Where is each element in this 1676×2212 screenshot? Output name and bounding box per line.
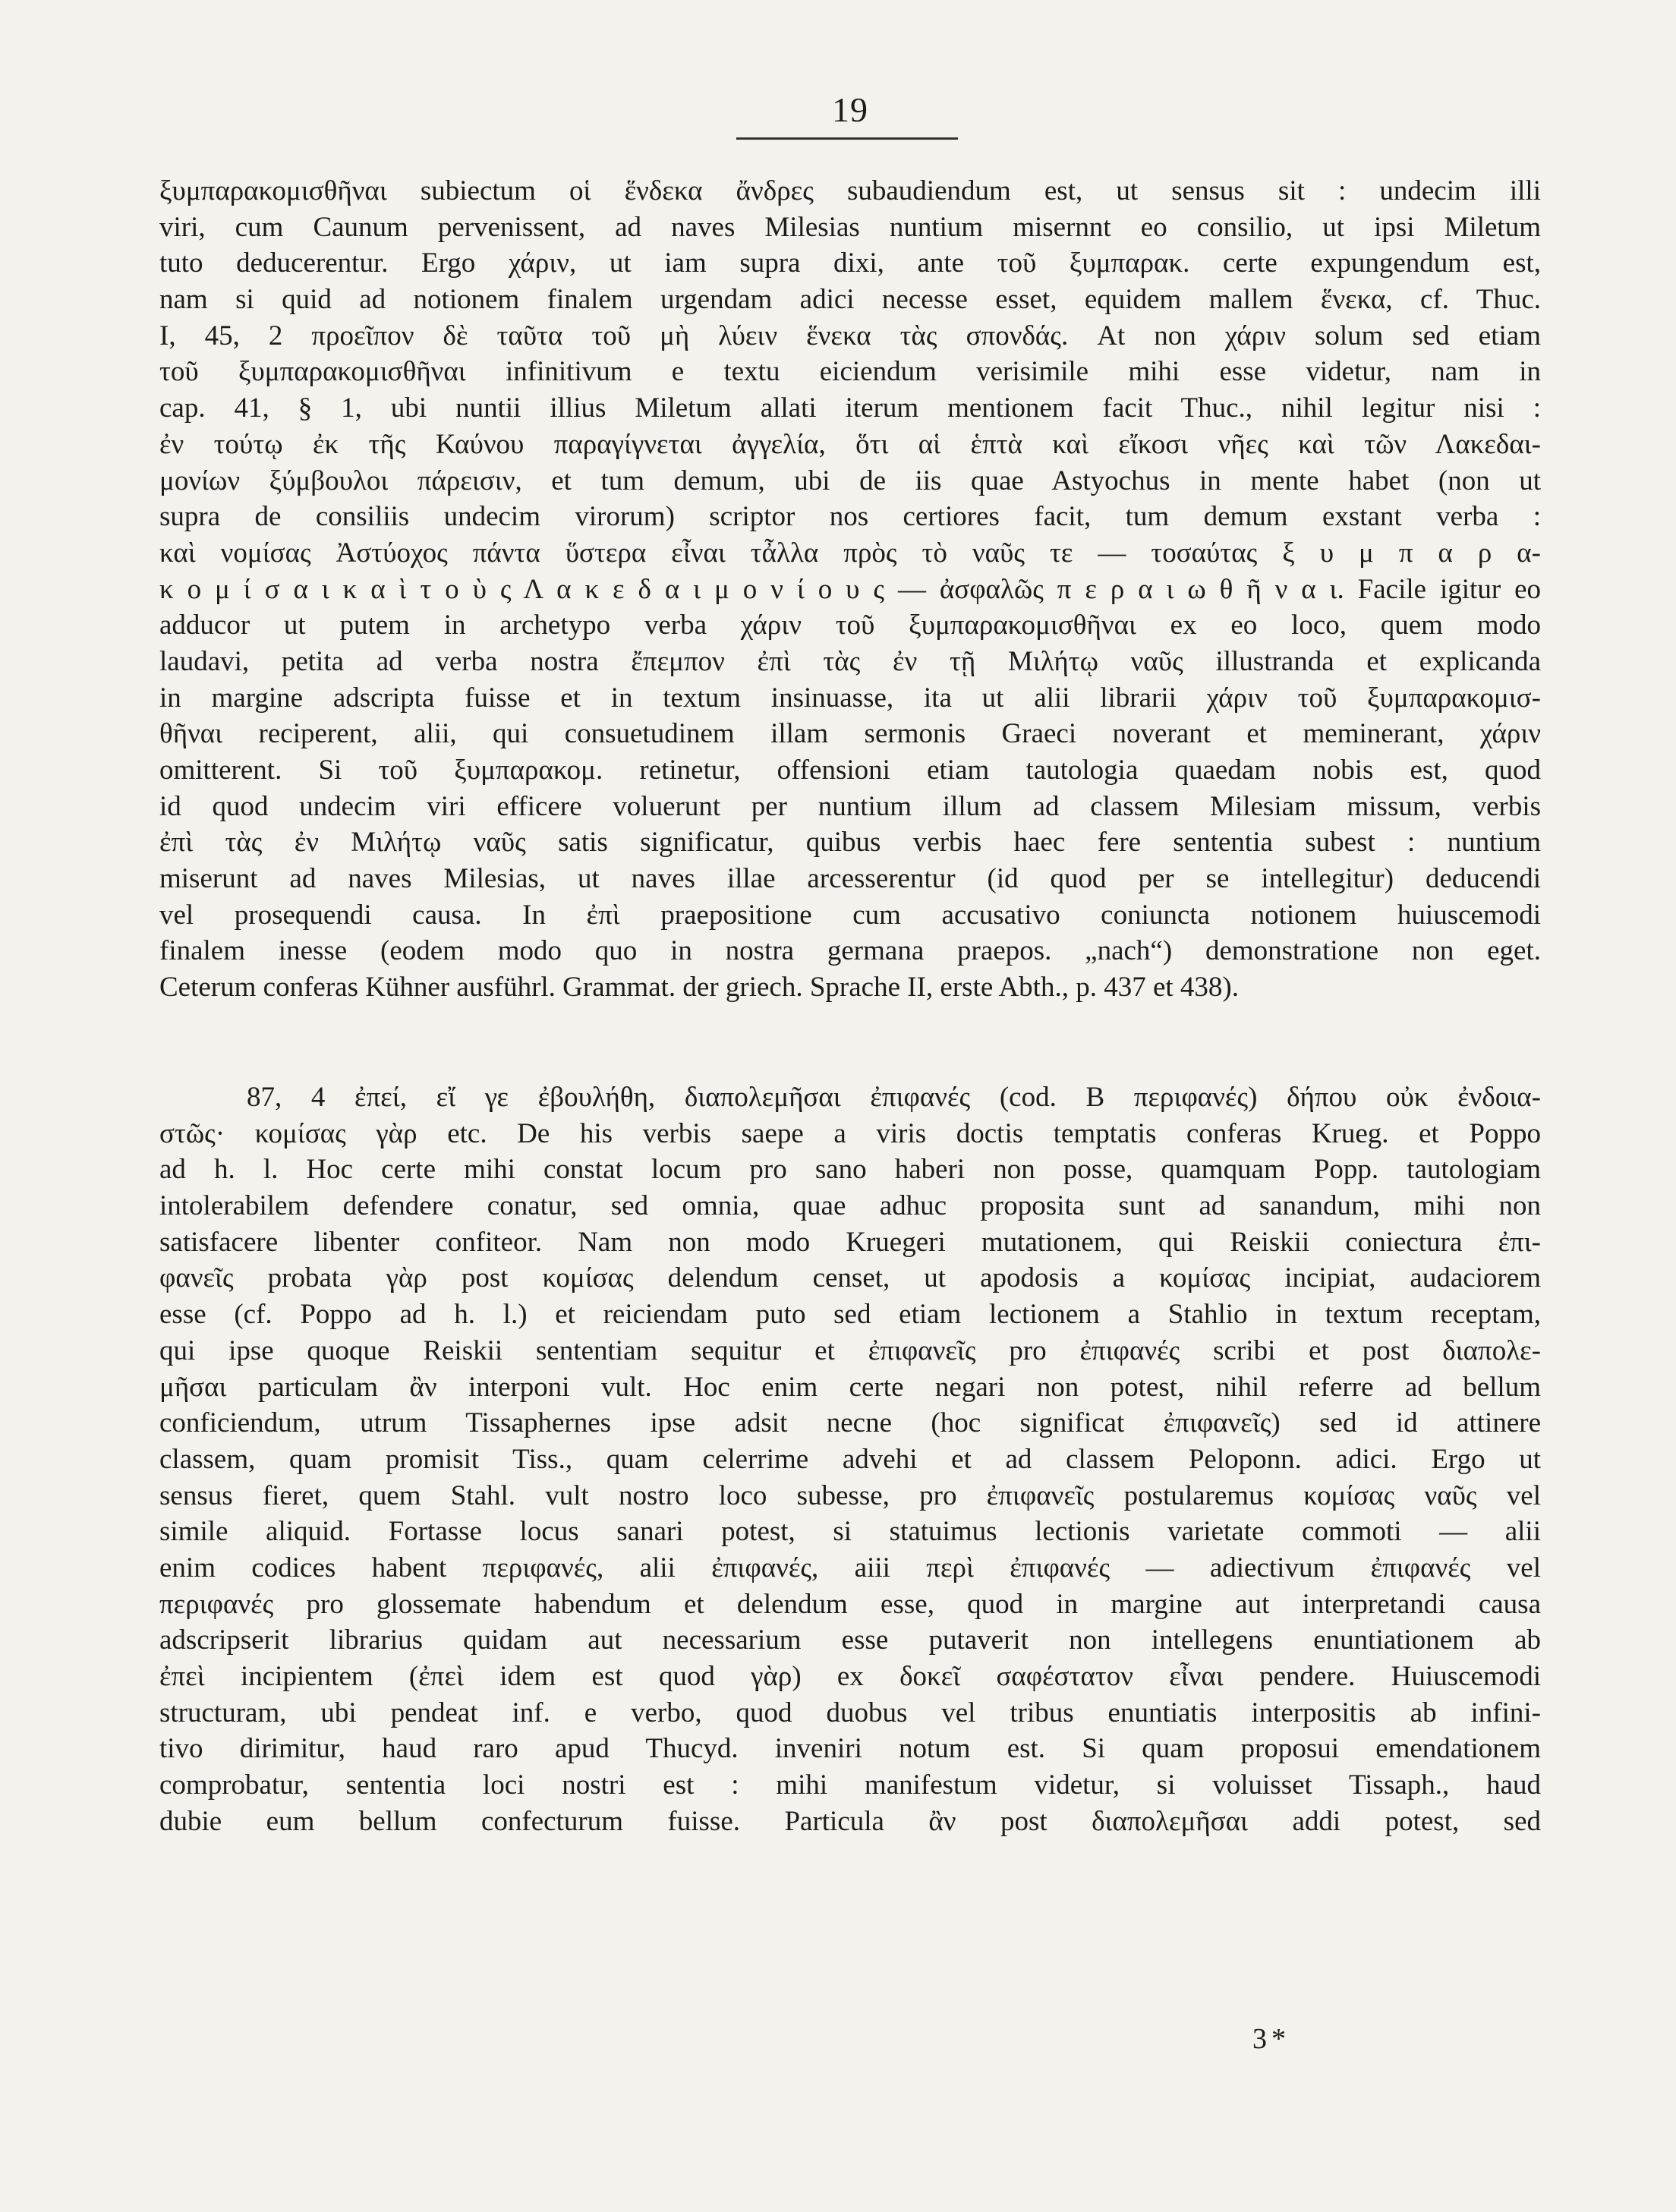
text-line: I, 45, 2 προεῖπον δὲ ταῦτα τοῦ μὴ λύειν ἕνεκα τὰς σπονδάς. At non χάριν solum sed etiam <box>159 320 1541 351</box>
text-line: miserunt ad naves Milesias, ut naves illae arcesserentur (id quod per se intellegitur) deducendi <box>159 863 1541 895</box>
text-line: esse (cf. Poppo ad h. l.) et reiciendam puto sed etiam lectionem a Stahlio in textum receptam, <box>159 1299 1541 1331</box>
text-line: στῶς· κομίσας γὰρ etc. De his verbis saepe a viris doctis temptatis conferas Krueg. et Poppo <box>159 1117 1541 1149</box>
text-line: cap. 41, § 1, ubi nuntii illius Miletum allati iterum mentionem facit Thuc., nihil legitur nisi : <box>159 392 1541 424</box>
text-line: Ceterum conferas Kühner ausführl. Grammat. der griech. Sprache II, erste Abth., p. 437 et 438). <box>159 972 1239 1004</box>
text-line: qui ipse quoque Reiskii sententiam sequitur et ἐπιφανεῖς pro ἐπιφανές scribi et post διαπολε- <box>159 1334 1541 1366</box>
text-line: intolerabilem defendere conatur, sed omnia, quae adhuc proposita sunt ad sanandum, mihi non <box>159 1190 1541 1222</box>
text-line: conficiendum, utrum Tissaphernes ipse adsit necne (hoc significat ἐπιφανεῖς) sed id attinere <box>159 1407 1541 1439</box>
text-line: περιφανές pro glossemate habendum et delendum esse, quod in margine aut interpretandi causa <box>159 1588 1541 1620</box>
text-line: vel prosequendi causa. In ἐπὶ praepositione cum accusativo coniuncta notionem huiuscemodi <box>159 899 1541 931</box>
paragraph-1 <box>159 173 1541 1006</box>
text-line: sensus fieret, quem Stahl. vult nostro loco subesse, pro ἐπιφανεῖς postularemus κομίσας ναῦς vel <box>159 1479 1541 1511</box>
text-line: ἐπὶ τὰς ἐν Μιλήτῳ ναῦς satis significatur, quibus verbis haec fere sententia subest : nuntium <box>159 827 1541 859</box>
text-line: structuram, ubi pendeat inf. e verbo, quod duobus vel tribus enuntiatis interpositis ab infini- <box>159 1697 1541 1728</box>
text-line: καὶ νομίσας Ἀστύοχος πάντα ὕστερα εἶναι τἆλλα πρὸς τὸ ναῦς τε — τοσαύτας ξ υ μ π α ρ α- <box>159 537 1541 569</box>
text-line: satisfacere libenter confiteor. Nam non modo Kruegeri mutationem, qui Reiskii coniectura ἐπι- <box>159 1226 1541 1258</box>
text-line: κ ο μ ί σ α ι κ α ὶ τ ο ὺ ς Λ α κ ε δ α ι μ ο ν ί ο υ ς — ἀσφαλῶς π ε ρ α ι ω θ ῆ ν α ι. Facile igitur eo <box>159 573 1541 605</box>
text-line: in margine adscripta fuisse et in textum insinuasse, ita ut alii librarii χάριν τοῦ ξυμπαρακομισ- <box>159 682 1541 714</box>
text-line: id quod undecim viri efficere voluerunt per nuntium illum ad classem Milesiam missum, verbis <box>159 790 1541 822</box>
signature-mark: 3* <box>1252 2023 1290 2055</box>
text-line: simile aliquid. Fortasse locus sanari potest, si statuimus lectionis varietate commoti — alii <box>159 1516 1541 1548</box>
text-line: φανεῖς probata γὰρ post κομίσας delendum censet, ut apodosis a κομίσας incipiat, audaciorem <box>159 1262 1541 1294</box>
text-line: omitterent. Si τοῦ ξυμπαρακομ. retinetur, offensioni etiam tautologia quaedam nobis est, quod <box>159 755 1541 786</box>
page-number: 19 <box>832 90 868 129</box>
text-line: classem, quam promisit Tiss., quam celerrime advehi et ad classem Peloponn. adici. Ergo ut <box>159 1443 1541 1475</box>
text-line: ἐπεὶ incipientem (ἐπεὶ idem est quod γὰρ) ex δοκεῖ σαφέστατον εἶναι pendere. Huiuscemodi <box>159 1661 1541 1692</box>
text-line: μονίων ξύμβουλοι πάρεισιν, et tum demum, ubi de iis quae Astyochus in mente habet (non ut <box>159 465 1541 496</box>
text-line: viri, cum Caunum pervenissent, ad naves Milesias nuntium misernnt eo consilio, ut ipsi Miletum <box>159 211 1541 243</box>
header-rule <box>736 137 958 140</box>
text-line: 87, 4 ἐπεί, εἴ γε ἐβουλήθη, διαπολεμῆσαι ἐπιφανές (cod. B περιφανές) δήπου οὐκ ἐνδοια- <box>247 1082 1541 1113</box>
text-line: tivo dirimitur, haud raro apud Thucyd. inveniri notum est. Si quam proposui emendationem <box>159 1733 1541 1765</box>
text-line: supra de consiliis undecim virorum) scriptor nos certiores facit, tum demum exstant verba : <box>159 501 1541 533</box>
text-line: enim codices habent περιφανές, alii ἐπιφανές, aiii περὶ ἐπιφανές — adiectivum ἐπιφανές vel <box>159 1552 1541 1583</box>
text-line: adscripserit librarius quidam aut necessarium esse putaverit non intellegens enuntiationem ab <box>159 1624 1541 1656</box>
text-line: dubie eum bellum confecturum fuisse. Particula ἂν post διαπολεμῆσαι addi potest, sed <box>159 1805 1541 1837</box>
text-line: μῆσαι particulam ἂν interponi vult. Hoc enim certe negari non potest, nihil referre ad bellum <box>159 1371 1541 1403</box>
text-line: τοῦ ξυμπαρακομισθῆναι infinitivum e textu eiciendum verisimile mihi esse videtur, nam in <box>159 356 1541 388</box>
text-line: ξυμπαρακομισθῆναι subiectum οἱ ἕνδεκα ἄνδρες subaudiendum est, ut sensus sit : undecim illi <box>159 175 1541 206</box>
text-line: θῆναι reciperent, alii, qui consuetudinem illam sermonis Graeci noverant et meminerant, χάριν <box>159 718 1541 750</box>
text-line: adducor ut putem in archetypo verba χάριν τοῦ ξυμπαρακομισθῆναι ex eo loco, quem modo <box>159 610 1541 641</box>
text-line: finalem inesse (eodem modo quo in nostra germana praepos. „nach“) demonstratione non eget. <box>159 935 1541 967</box>
text-line: ad h. l. Hoc certe mihi constat locum pro sano haberi non posse, quamquam Popp. tautologiam <box>159 1154 1541 1186</box>
text-line: comprobatur, sententia loci nostri est : mihi manifestum videtur, si voluisset Tissaph., haud <box>159 1769 1541 1801</box>
text-line: laudavi, petita ad verba nostra ἔπεμπον ἐπὶ τὰς ἐν τῇ Μιλήτῳ ναῦς illustranda et explicanda <box>159 645 1541 677</box>
text-line: ἐν τούτῳ ἐκ τῆς Καύνου παραγίγνεται ἀγγελία, ὅτι αἱ ἑπτὰ καὶ εἴκοσι νῆες καὶ τῶν Λακεδαι- <box>159 428 1541 460</box>
text-line: nam si quid ad notionem finalem urgendam adici necesse esset, equidem mallem ἕνεκα, cf. Thuc. <box>159 284 1541 316</box>
paragraph-2 <box>159 1079 1541 1839</box>
text-line: tuto deducerentur. Ergo χάριν, ut iam supra dixi, ante τοῦ ξυμπαρακ. certe expungendum est, <box>159 247 1541 279</box>
